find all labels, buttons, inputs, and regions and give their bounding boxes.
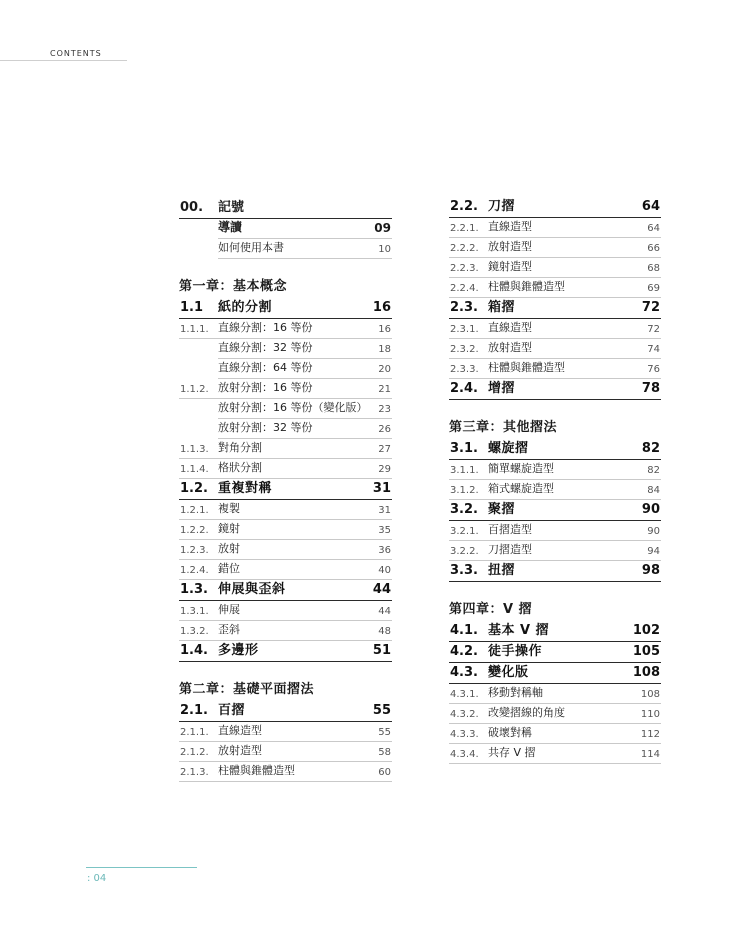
chapter-1-title[interactable]: 第一章：基本概念 bbox=[179, 279, 288, 294]
toc-section[interactable] bbox=[179, 580, 392, 601]
toc-entry[interactable] bbox=[179, 379, 392, 399]
toc-page: 94 bbox=[647, 546, 660, 557]
toc-title: 變化版 bbox=[488, 665, 529, 680]
toc-section[interactable] bbox=[179, 641, 392, 662]
toc-entry[interactable] bbox=[179, 601, 392, 621]
toc-number: 2.2. bbox=[450, 199, 478, 214]
toc-number: 1.2.4. bbox=[180, 565, 209, 576]
toc-number: 4.3.4. bbox=[450, 749, 479, 760]
toc-entry[interactable] bbox=[179, 540, 392, 560]
toc-number: 2.2.3. bbox=[450, 263, 479, 274]
running-header: CONTENTS bbox=[50, 49, 102, 58]
toc-page: 36 bbox=[378, 545, 391, 556]
toc-title: 錯位 bbox=[218, 562, 240, 575]
toc-section[interactable] bbox=[449, 500, 661, 521]
toc-title: 放射分割：32 等份 bbox=[218, 421, 313, 434]
toc-title: 直線造型 bbox=[488, 321, 532, 334]
toc-column-right bbox=[449, 197, 661, 764]
toc-number: 1.2.1. bbox=[180, 505, 209, 516]
toc-entry[interactable] bbox=[179, 500, 392, 520]
toc-title: 伸展與歪斜 bbox=[218, 582, 286, 597]
toc-number: 4.3. bbox=[450, 665, 478, 680]
toc-entry[interactable] bbox=[449, 238, 661, 258]
toc-number: 00. bbox=[180, 200, 204, 215]
footer-rule bbox=[86, 867, 197, 868]
toc-title: 直線造型 bbox=[218, 724, 262, 737]
toc-page: 23 bbox=[378, 404, 391, 415]
toc-entry[interactable] bbox=[449, 704, 661, 724]
toc-entry[interactable] bbox=[179, 560, 392, 580]
toc-section[interactable] bbox=[449, 379, 661, 400]
toc-title: 直線分割：32 等份 bbox=[218, 341, 313, 354]
toc-number: 1.3.1. bbox=[180, 606, 209, 617]
toc-page: 51 bbox=[372, 643, 391, 658]
toc-number: 2.3.1. bbox=[450, 324, 479, 335]
toc-entry[interactable] bbox=[449, 460, 661, 480]
toc-section[interactable] bbox=[449, 439, 661, 460]
toc-page: 69 bbox=[647, 283, 660, 294]
toc-section[interactable] bbox=[449, 197, 661, 218]
toc-title: 箱式螺旋造型 bbox=[488, 482, 554, 495]
toc-page: 98 bbox=[641, 563, 660, 578]
toc-title: 放射造型 bbox=[218, 744, 262, 757]
toc-page: 112 bbox=[640, 729, 660, 740]
toc-section[interactable] bbox=[449, 663, 661, 684]
toc-page: 74 bbox=[647, 344, 660, 355]
toc-entry[interactable] bbox=[218, 399, 392, 419]
toc-entry[interactable] bbox=[218, 419, 392, 439]
toc-page: 64 bbox=[641, 199, 660, 214]
toc-title: 共存 V 摺 bbox=[488, 746, 536, 759]
toc-title: 多邊形 bbox=[218, 643, 259, 658]
toc-entry[interactable] bbox=[449, 359, 661, 379]
toc-title: 導讀 bbox=[218, 220, 243, 234]
toc-page: 31 bbox=[378, 505, 391, 516]
toc-page: 76 bbox=[647, 364, 660, 375]
toc-title: 鏡射 bbox=[218, 522, 240, 535]
toc-section[interactable] bbox=[179, 479, 392, 500]
toc-title: 破壞對稱 bbox=[488, 726, 532, 739]
toc-title: 柱體與錐體造型 bbox=[488, 361, 565, 374]
toc-page: 82 bbox=[647, 465, 660, 476]
toc-page: 16 bbox=[378, 324, 391, 335]
toc-title: 改變摺線的角度 bbox=[488, 706, 565, 719]
toc-page: 35 bbox=[378, 525, 391, 536]
toc-entry[interactable] bbox=[449, 521, 661, 541]
toc-title: 百摺造型 bbox=[488, 523, 532, 536]
toc-title: 扭摺 bbox=[488, 563, 516, 578]
toc-title: 直線分割：64 等份 bbox=[218, 361, 313, 374]
toc-title: 放射造型 bbox=[488, 240, 532, 253]
toc-page: 20 bbox=[378, 364, 391, 375]
toc-number: 4.3.2. bbox=[450, 709, 479, 720]
toc-entry[interactable] bbox=[218, 219, 392, 239]
toc-entry[interactable] bbox=[179, 319, 392, 339]
toc-number: 4.1. bbox=[450, 623, 478, 638]
toc-number: 1.1 bbox=[180, 300, 204, 315]
toc-entry[interactable] bbox=[449, 480, 661, 500]
toc-number: 3.2.2. bbox=[450, 546, 479, 557]
toc-number: 3.2.1. bbox=[450, 526, 479, 537]
toc-title: 放射分割：16 等份（變化版） bbox=[218, 401, 368, 414]
toc-title: 鏡射造型 bbox=[488, 260, 532, 273]
toc-entry[interactable] bbox=[449, 218, 661, 238]
toc-entry[interactable] bbox=[218, 239, 392, 259]
toc-entry[interactable] bbox=[179, 621, 392, 641]
toc-entry[interactable] bbox=[449, 319, 661, 339]
toc-number: 1.1.3. bbox=[180, 444, 209, 455]
toc-title: 記號 bbox=[218, 200, 245, 215]
toc-number: 4.3.1. bbox=[450, 689, 479, 700]
toc-page: 110 bbox=[640, 709, 660, 720]
toc-page: 60 bbox=[378, 767, 391, 778]
toc-page: 58 bbox=[378, 747, 391, 758]
toc-page: 108 bbox=[632, 665, 660, 680]
toc-column-left bbox=[179, 197, 392, 782]
toc-title: 如何使用本書 bbox=[218, 241, 284, 254]
toc-page: 18 bbox=[378, 344, 391, 355]
toc-number: 2.3.3. bbox=[450, 364, 479, 375]
toc-number: 2.3. bbox=[450, 300, 478, 315]
toc-page: 44 bbox=[378, 606, 391, 617]
chapter-4-title[interactable]: 第四章：V 摺 bbox=[449, 602, 533, 617]
toc-page: 84 bbox=[647, 485, 660, 496]
toc-number: 1.1.1. bbox=[180, 324, 209, 335]
toc-entry[interactable] bbox=[449, 684, 661, 704]
toc-entry[interactable] bbox=[449, 278, 661, 298]
toc-title: 簡單螺旋造型 bbox=[488, 462, 554, 475]
toc-title: 直線分割：16 等份 bbox=[218, 321, 313, 334]
toc-entry[interactable] bbox=[218, 359, 392, 379]
toc-page: 44 bbox=[372, 582, 391, 597]
chapter-2-title[interactable]: 第二章：基礎平面摺法 bbox=[179, 682, 315, 697]
toc-title: 放射造型 bbox=[488, 341, 532, 354]
toc-section[interactable] bbox=[179, 701, 392, 722]
toc-page: 90 bbox=[641, 502, 660, 517]
toc-section[interactable] bbox=[179, 298, 392, 319]
toc-page: 64 bbox=[647, 223, 660, 234]
toc-title: 徒手操作 bbox=[488, 644, 543, 659]
toc-title: 刀摺造型 bbox=[488, 543, 532, 556]
toc-page: 108 bbox=[640, 689, 660, 700]
toc-section[interactable] bbox=[449, 561, 661, 582]
toc-entry[interactable] bbox=[179, 459, 392, 479]
toc-title: 基本 V 摺 bbox=[488, 623, 550, 638]
toc-section[interactable] bbox=[449, 298, 661, 319]
toc-page: 82 bbox=[641, 441, 660, 456]
toc-number: 4.2. bbox=[450, 644, 478, 659]
toc-title: 增摺 bbox=[488, 381, 516, 396]
toc-page: 68 bbox=[647, 263, 660, 274]
toc-number: 2.2.2. bbox=[450, 243, 479, 254]
toc-section[interactable] bbox=[449, 642, 661, 663]
toc-page: 27 bbox=[378, 444, 391, 455]
toc-number: 3.3. bbox=[450, 563, 478, 578]
chapter-3-title[interactable]: 第三章：其他摺法 bbox=[449, 420, 558, 435]
toc-page: 21 bbox=[378, 384, 391, 395]
toc-title: 對角分割 bbox=[218, 441, 262, 454]
toc-number: 2.4. bbox=[450, 381, 478, 396]
toc-page: 10 bbox=[378, 244, 391, 255]
toc-page: 26 bbox=[378, 424, 391, 435]
toc-title: 放射 bbox=[218, 542, 240, 555]
toc-page: 78 bbox=[641, 381, 660, 396]
toc-page: 72 bbox=[641, 300, 660, 315]
toc-page: 16 bbox=[372, 300, 391, 315]
toc-title: 柱體與錐體造型 bbox=[218, 764, 295, 777]
toc-page: 105 bbox=[632, 644, 660, 659]
toc-title: 刀摺 bbox=[488, 199, 516, 214]
toc-number: 1.3. bbox=[180, 582, 208, 597]
toc-title: 箱摺 bbox=[488, 300, 516, 315]
toc-number: 3.1. bbox=[450, 441, 478, 456]
header-rule bbox=[0, 60, 127, 61]
toc-page: 29 bbox=[378, 464, 391, 475]
toc-page: 90 bbox=[647, 526, 660, 537]
toc-number: 1.2.2. bbox=[180, 525, 209, 536]
toc-number: 1.2.3. bbox=[180, 545, 209, 556]
toc-page: 102 bbox=[632, 623, 660, 638]
toc-entry[interactable] bbox=[449, 258, 661, 278]
toc-entry[interactable] bbox=[449, 339, 661, 359]
toc-title: 螺旋摺 bbox=[488, 441, 529, 456]
toc-page: 31 bbox=[372, 481, 391, 496]
toc-title: 複製 bbox=[218, 502, 240, 515]
toc-number: 2.1.3. bbox=[180, 767, 209, 778]
toc-entry[interactable] bbox=[179, 762, 392, 782]
toc-title: 聚摺 bbox=[488, 502, 516, 517]
toc-page: 66 bbox=[647, 243, 660, 254]
toc-title: 紙的分割 bbox=[218, 300, 273, 315]
toc-entry[interactable] bbox=[449, 744, 661, 764]
toc-number: 2.3.2. bbox=[450, 344, 479, 355]
toc-number: 1.1.4. bbox=[180, 464, 209, 475]
toc-number: 2.1.1. bbox=[180, 727, 209, 738]
toc-number: 1.1.2. bbox=[180, 384, 209, 395]
toc-title: 直線造型 bbox=[488, 220, 532, 233]
toc-entry[interactable] bbox=[179, 722, 392, 742]
toc-number: 3.1.2. bbox=[450, 485, 479, 496]
toc-number: 1.2. bbox=[180, 481, 208, 496]
toc-title: 伸展 bbox=[218, 603, 240, 616]
toc-entry[interactable] bbox=[449, 724, 661, 744]
toc-number: 1.3.2. bbox=[180, 626, 209, 637]
toc-title: 重複對稱 bbox=[218, 481, 273, 496]
toc-entry[interactable] bbox=[179, 742, 392, 762]
toc-intro-heading[interactable] bbox=[179, 197, 392, 219]
toc-number: 2.2.4. bbox=[450, 283, 479, 294]
toc-title: 百摺 bbox=[218, 703, 246, 718]
toc-section[interactable] bbox=[449, 621, 661, 642]
toc-entry[interactable] bbox=[449, 541, 661, 561]
toc-page: 48 bbox=[378, 626, 391, 637]
toc-page: 09 bbox=[374, 221, 391, 235]
toc-entry[interactable] bbox=[218, 339, 392, 359]
toc-title: 柱體與錐體造型 bbox=[488, 280, 565, 293]
toc-number: 2.1. bbox=[180, 703, 208, 718]
toc-page: 72 bbox=[647, 324, 660, 335]
toc-number: 2.2.1. bbox=[450, 223, 479, 234]
toc-page: 55 bbox=[378, 727, 391, 738]
toc-number: 2.1.2. bbox=[180, 747, 209, 758]
toc-page: 114 bbox=[640, 749, 660, 760]
page-number: : 04 bbox=[87, 873, 107, 884]
toc-entry[interactable] bbox=[179, 520, 392, 540]
toc-title: 格狀分割 bbox=[218, 461, 262, 474]
toc-title: 移動對稱軸 bbox=[488, 686, 543, 699]
toc-number: 4.3.3. bbox=[450, 729, 479, 740]
toc-title: 放射分割：16 等份 bbox=[218, 381, 313, 394]
toc-number: 3.1.1. bbox=[450, 465, 479, 476]
toc-number: 1.4. bbox=[180, 643, 208, 658]
toc-title: 歪斜 bbox=[218, 623, 240, 636]
toc-page: 40 bbox=[378, 565, 391, 576]
toc-entry[interactable] bbox=[179, 439, 392, 459]
toc-page: 55 bbox=[372, 703, 391, 718]
toc-number: 3.2. bbox=[450, 502, 478, 517]
